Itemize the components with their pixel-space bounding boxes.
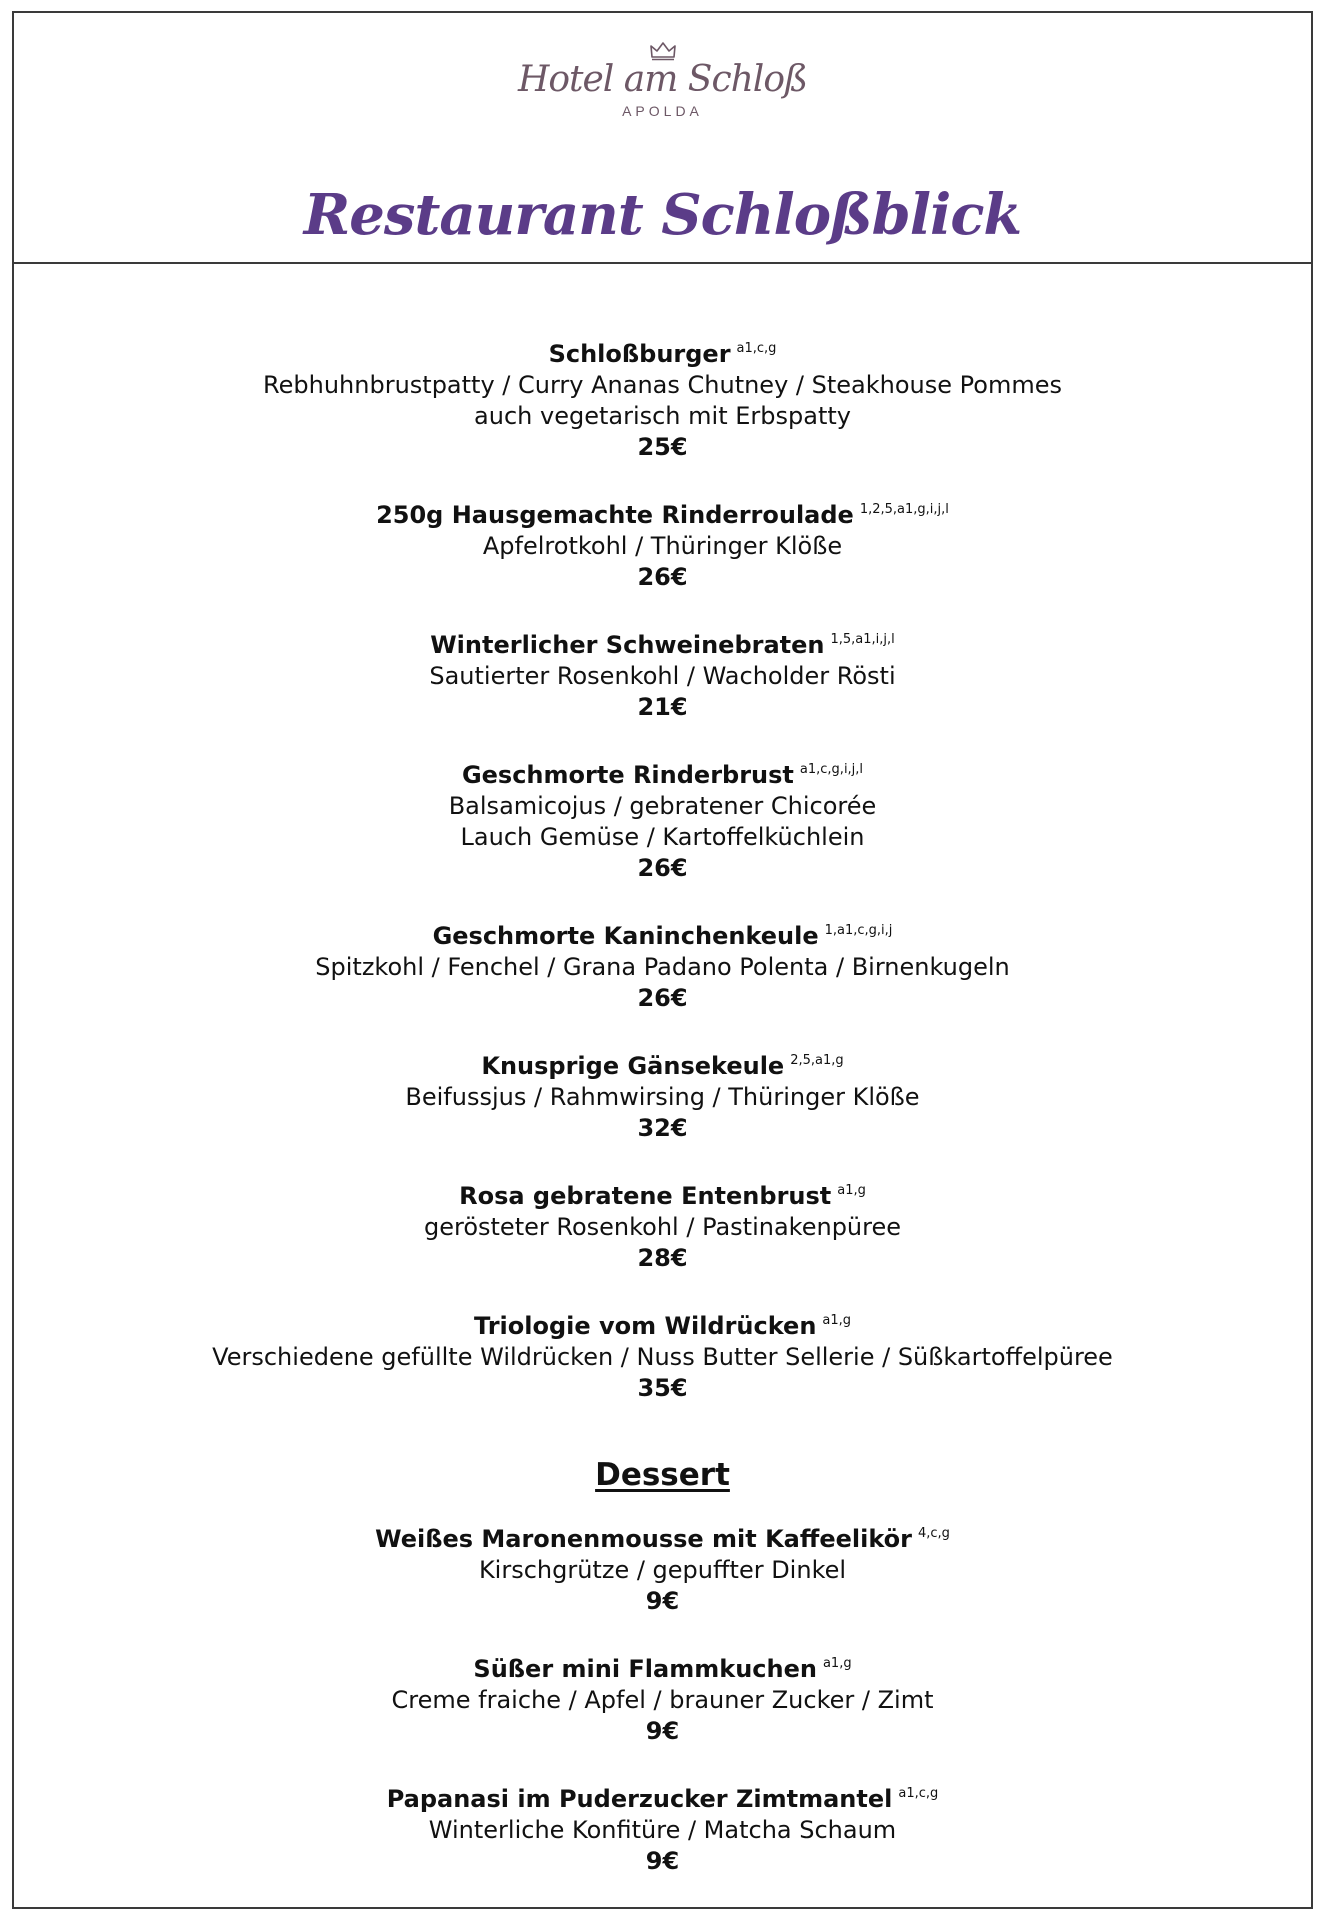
dish-description: Rebhuhnbrustpatty / Curry Ananas Chutney / Steakhouse Pommes [263,371,1062,399]
dish-price: 32€ [637,1114,688,1142]
dish-price: 28€ [637,1244,688,1272]
allergen-codes: a1,c,g [898,1786,939,1801]
menu-item-heading [0,1175,1325,1212]
allergen-codes: 1,2,5,a1,g,i,j,l [859,502,949,517]
allergen-codes: a1,g [837,1183,866,1198]
allergen-codes: a1,c,g [736,341,777,356]
dish-description: Balsamicojus / gebratener Chicorée [448,792,877,820]
allergen-codes: 2,5,a1,g [790,1053,844,1068]
dish-name: 250g Hausgemachte Rinderroulade [376,501,854,529]
menu-item-heading [0,494,1325,531]
menu-item-heading [0,915,1325,952]
dish-name: Triologie vom Wildrücken [473,1312,817,1340]
dish-name: Süßer mini Flammkuchen [473,1655,817,1683]
dish-price: 35€ [637,1374,688,1402]
dish-description: Apfelrotkohl / Thüringer Klöße [482,532,843,560]
dish-description: Sautierter Rosenkohl / Wacholder Rösti [429,662,896,690]
menu-item [0,494,1325,593]
dish-name: Geschmorte Kaninchenkeule [432,922,819,950]
menu-item-heading [0,1778,1325,1815]
dish-description: Spitzkohl / Fenchel / Grana Padano Polenta / Birnenkugeln [315,953,1010,981]
dessert-list [0,1518,1325,1877]
hotel-logo [14,41,1311,119]
dish-description: auch vegetarisch mit Erbspatty [474,402,851,430]
dish-description: Creme fraiche / Apfel / brauner Zucker / Zimt [391,1686,934,1714]
dish-name: Geschmorte Rinderbrust [461,761,794,789]
restaurant-title: Restaurant Schloßblick [303,182,1022,248]
dish-name: Papanasi im Puderzucker Zimtmantel [386,1785,893,1813]
logo-city-text: APOLDA [622,103,703,119]
menu-item [0,1175,1325,1274]
main-course-list [0,333,1325,1404]
dish-description: Kirschgrütze / gepuffter Dinkel [478,1556,847,1584]
dish-description: Lauch Gemüse / Kartoffelküchlein [460,823,865,851]
allergen-codes: 4,c,g [917,1526,950,1541]
menu-item-heading [0,1648,1325,1685]
menu-item-heading [0,1518,1325,1555]
menu-item [0,624,1325,723]
dish-name: Winterlicher Schweinebraten [430,631,825,659]
menu-item [0,1648,1325,1747]
menu-item [0,333,1325,463]
dish-description: Verschiedene gefüllte Wildrücken / Nuss Butter Sellerie / Süßkartoffelpüree [212,1343,1113,1371]
menu-item-heading [0,624,1325,661]
dish-price: 26€ [637,984,688,1012]
dish-price: 9€ [645,1847,680,1875]
dish-price: 21€ [637,693,688,721]
dish-price: 9€ [645,1587,680,1615]
menu-item [0,754,1325,884]
menu-item [0,915,1325,1014]
allergen-codes: 1,a1,c,g,i,j [824,923,893,938]
menu-content [0,333,1325,1908]
allergen-codes: 1,5,a1,i,j,l [830,632,895,647]
menu-item-heading [0,1305,1325,1342]
allergen-codes: a1,g [822,1313,852,1328]
menu-item [0,1518,1325,1617]
allergen-codes: a1,g [822,1656,852,1671]
menu-item-heading [0,754,1325,791]
dessert-section-title: Dessert [595,1457,730,1493]
dish-description: Beifussjus / Rahmwirsing / Thüringer Klöße [405,1083,920,1111]
crown-icon [648,41,678,61]
dish-price: 25€ [637,433,688,461]
menu-item [0,1778,1325,1877]
dish-name: Knusprige Gänsekeule [481,1052,785,1080]
menu-item-heading [0,333,1325,370]
dish-name: Rosa gebratene Entenbrust [459,1182,832,1210]
dish-name: Schloßburger [548,340,731,368]
dish-price: 9€ [645,1717,680,1745]
logo-script-text: Hotel am Schloß [517,59,808,100]
menu-item [0,1305,1325,1404]
dish-price: 26€ [637,854,688,882]
menu-header [14,13,1311,264]
dish-price: 26€ [637,563,688,591]
menu-item-heading [0,1045,1325,1082]
dish-name: Weißes Maronenmousse mit Kaffeelikör [375,1525,912,1553]
menu-item [0,1045,1325,1144]
dish-description: Winterliche Konfitüre / Matcha Schaum [428,1816,897,1844]
dish-description: gerösteter Rosenkohl / Pastinakenpüree [423,1213,902,1241]
allergen-codes: a1,c,g,i,j,l [799,762,864,777]
